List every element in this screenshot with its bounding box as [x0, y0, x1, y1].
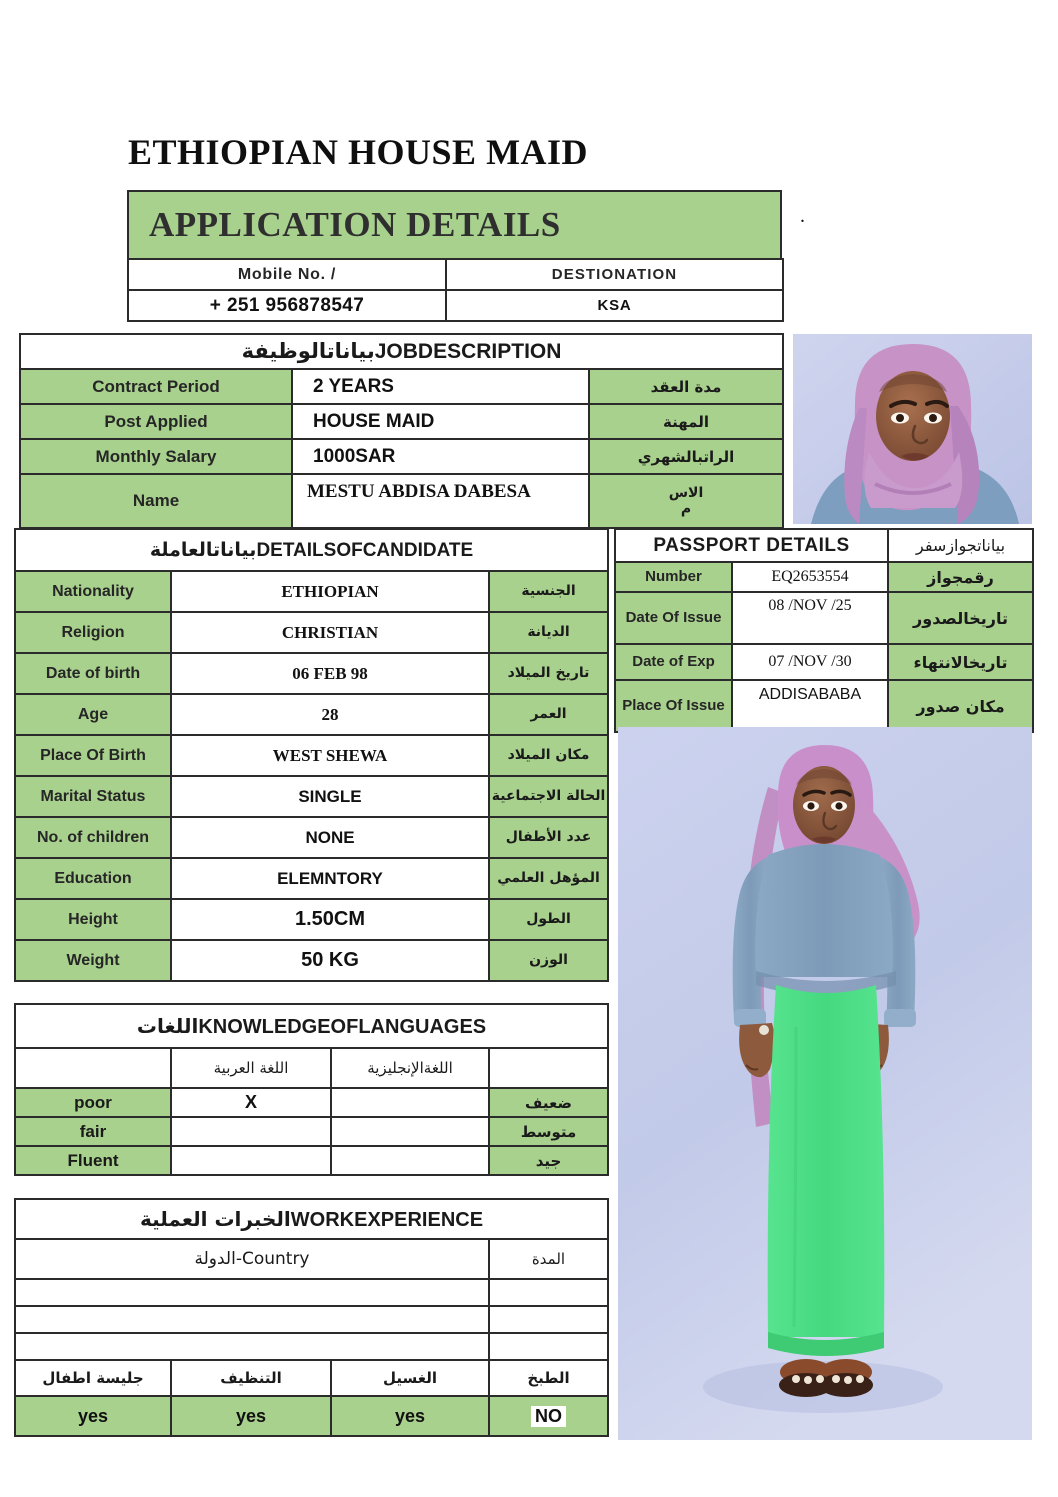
table-row [15, 1279, 608, 1306]
work-entry-country-2 [15, 1306, 489, 1333]
fair-arabic-label: متوسط [489, 1117, 608, 1146]
place-of-issue-arabic: مكان صدور [888, 680, 1033, 732]
table-row [15, 1117, 608, 1146]
table-row [15, 612, 608, 653]
post-applied-arabic: المهنة [589, 404, 783, 439]
date-of-exp-arabic: تاريخالانتهاء [888, 644, 1033, 680]
weight-arabic: الوزن [489, 940, 608, 981]
monthly-salary-value: 1000SAR [292, 439, 589, 474]
place-of-birth-arabic: مكان الميلاد [489, 735, 608, 776]
work-header-latin: WORKEXPERIENCE [290, 1208, 484, 1231]
place-of-issue-label: Place Of Issue [615, 680, 732, 732]
height-arabic: الطول [489, 899, 608, 940]
fluent-arabic-mark [171, 1146, 331, 1175]
contract-period-label: Contract Period [20, 369, 292, 404]
skill-label-cleaning: التنظيف [171, 1360, 331, 1396]
date-of-exp-label: Date of Exp [615, 644, 732, 680]
contract-period-arabic: مدة العقد [589, 369, 783, 404]
height-value: 1.50CM [171, 899, 489, 940]
skill-value-cooking: NO [531, 1406, 566, 1427]
name-arabic [589, 474, 783, 528]
contract-period-value: 2 YEARS [292, 369, 589, 404]
age-value: 28 [171, 694, 489, 735]
date-of-issue-value: 08 /NOV /25 [732, 592, 888, 644]
monthly-salary-label: Monthly Salary [20, 439, 292, 474]
table-row [15, 1146, 608, 1175]
application-details-block [127, 190, 782, 322]
work-experience-table [14, 1198, 609, 1437]
poor-arabic-mark: X [171, 1088, 331, 1117]
knowledge-of-languages-block [14, 1003, 607, 1176]
candidate-details-table [14, 528, 609, 982]
age-arabic: العمر [489, 694, 608, 735]
column-english-language: اللغةالإنجليزية [331, 1048, 489, 1088]
name-arabic-line1: الاس [668, 485, 704, 501]
fair-arabic-mark [171, 1117, 331, 1146]
column-country: Country-الدولة [15, 1239, 489, 1279]
skill-label-cooking: الطبخ [489, 1360, 608, 1396]
work-entry-duration-2 [489, 1306, 608, 1333]
weight-value: 50 KG [171, 940, 489, 981]
work-entry-country-1 [15, 1279, 489, 1306]
table-row [15, 858, 608, 899]
date-of-birth-value: 06 FEB 98 [171, 653, 489, 694]
height-label: Height [15, 899, 171, 940]
education-value: ELEMNTORY [171, 858, 489, 899]
fair-english-mark [331, 1117, 489, 1146]
skill-label-childcare: جليسة اطفال [15, 1360, 171, 1396]
date-of-issue-arabic: تاريخالصدور [888, 592, 1033, 644]
languages-corner-cell [15, 1048, 171, 1088]
date-of-birth-label: Date of birth [15, 653, 171, 694]
education-label: Education [15, 858, 171, 899]
table-row [15, 1306, 608, 1333]
page-title: ETHIOPIAN HOUSE MAID [128, 132, 589, 172]
table-row [615, 680, 1033, 732]
nationality-arabic: الجنسية [489, 571, 608, 612]
skill-label-washing: الغسيل [331, 1360, 489, 1396]
date-of-issue-label: Date Of Issue [615, 592, 732, 644]
job-description-table [19, 333, 784, 529]
table-row [15, 1360, 608, 1396]
table-row [15, 694, 608, 735]
table-row [615, 562, 1033, 592]
table-row [15, 735, 608, 776]
candidate-header-latin: DETAILSOFCANDIDATE [256, 539, 474, 561]
table-row [615, 644, 1033, 680]
skill-value-cleaning: yes [171, 1396, 331, 1436]
passport-header-arabic: بياناتجوازسفر [888, 529, 1033, 562]
table-row [15, 1088, 608, 1117]
table-row [20, 474, 783, 528]
candidate-full-body-photo [618, 727, 1032, 1440]
table-row [15, 1239, 608, 1279]
nationality-value: ETHIOPIAN [171, 571, 489, 612]
poor-arabic-label: ضعيف [489, 1088, 608, 1117]
children-value: NONE [171, 817, 489, 858]
date-of-birth-arabic: تاريخ الميلاد [489, 653, 608, 694]
work-entry-country-3 [15, 1333, 489, 1360]
mobile-value: + 251 956878547 [128, 290, 446, 321]
languages-header-arabic: اللغات [136, 1013, 199, 1038]
column-duration: المدة [489, 1239, 608, 1279]
work-entry-duration-1 [489, 1279, 608, 1306]
table-row [20, 334, 783, 369]
children-label: No. of children [15, 817, 171, 858]
post-applied-value: HOUSE MAID [292, 404, 589, 439]
religion-value: CHRISTIAN [171, 612, 489, 653]
nationality-label: Nationality [15, 571, 171, 612]
work-experience-header [15, 1199, 608, 1239]
name-value: MESTU ABDISA DABESA [292, 474, 589, 528]
table-row [15, 1048, 608, 1088]
poor-english-mark [331, 1088, 489, 1117]
monthly-salary-arabic: الراتبالشهري [589, 439, 783, 474]
candidate-header-arabic: بياناتالعاملة [149, 538, 257, 561]
skill-value-washing: yes [331, 1396, 489, 1436]
contact-table [127, 258, 784, 322]
marital-status-value: SINGLE [171, 776, 489, 817]
fluent-english-mark [331, 1146, 489, 1175]
table-row [15, 899, 608, 940]
weight-label: Weight [15, 940, 171, 981]
table-row [15, 817, 608, 858]
marital-status-arabic: الحالة الاجتماعية [489, 776, 608, 817]
children-arabic: عدد الأطفال [489, 817, 608, 858]
destination-value: KSA [446, 290, 783, 321]
passport-header-latin: PASSPORT DETAILS [615, 529, 888, 562]
table-row [15, 1199, 608, 1239]
table-row [20, 404, 783, 439]
table-row [128, 259, 783, 290]
passport-details-block [614, 528, 1032, 733]
place-of-birth-label: Place Of Birth [15, 735, 171, 776]
passport-number-arabic: رقمجواز [888, 562, 1033, 592]
candidate-passport-photo [793, 334, 1032, 524]
date-of-exp-value: 07 /NOV /30 [732, 644, 888, 680]
table-row [20, 439, 783, 474]
job-description-block [19, 333, 782, 529]
name-label: Name [20, 474, 292, 528]
table-row [15, 529, 608, 571]
table-row [15, 571, 608, 612]
skill-value-cooking-cell [489, 1396, 608, 1436]
stray-dot-mark: . [800, 205, 805, 227]
age-label: Age [15, 694, 171, 735]
place-of-birth-value: WEST SHEWA [171, 735, 489, 776]
table-row [15, 776, 608, 817]
table-row [15, 940, 608, 981]
work-header-arabic: الخبرات العملية [139, 1206, 291, 1231]
job-header-arabic: بياناتالوظيفة [241, 339, 375, 363]
skill-value-childcare: yes [15, 1396, 171, 1436]
table-row [15, 1396, 608, 1436]
languages-table [14, 1003, 609, 1176]
table-row [15, 653, 608, 694]
table-row [20, 369, 783, 404]
place-of-issue-value: ADDISABABA [732, 680, 888, 732]
application-details-banner [127, 190, 782, 260]
mobile-label: Mobile No. / [128, 259, 446, 290]
level-poor-label: poor [15, 1088, 171, 1117]
column-arabic-language: اللغة العربية [171, 1048, 331, 1088]
level-fluent-label: Fluent [15, 1146, 171, 1175]
languages-corner-cell-right [489, 1048, 608, 1088]
table-row [615, 592, 1033, 644]
religion-label: Religion [15, 612, 171, 653]
table-row [615, 529, 1033, 562]
application-details-banner-text: APPLICATION DETAILS [149, 205, 561, 244]
passport-number-value: EQ2653554 [732, 562, 888, 592]
job-header-latin: JOBDESCRIPTION [374, 340, 562, 363]
job-description-header [20, 334, 783, 369]
candidate-details-header [15, 529, 608, 571]
religion-arabic: الديانة [489, 612, 608, 653]
table-row [128, 290, 783, 321]
languages-header [15, 1004, 608, 1048]
post-applied-label: Post Applied [20, 404, 292, 439]
table-row [15, 1004, 608, 1048]
languages-header-latin: KNOWLEDGEOFLANGUAGES [198, 1015, 487, 1038]
work-entry-duration-3 [489, 1333, 608, 1360]
education-arabic: المؤهل العلمي [489, 858, 608, 899]
work-experience-block [14, 1198, 607, 1437]
marital-status-label: Marital Status [15, 776, 171, 817]
details-of-candidate-block [14, 528, 607, 982]
fluent-arabic-label: جيد [489, 1146, 608, 1175]
passport-details-table [614, 528, 1034, 733]
level-fair-label: fair [15, 1117, 171, 1146]
passport-number-label: Number [615, 562, 732, 592]
name-arabic-line2: م [680, 501, 692, 517]
destination-label: DESTIONATION [446, 259, 783, 290]
table-row [15, 1333, 608, 1360]
